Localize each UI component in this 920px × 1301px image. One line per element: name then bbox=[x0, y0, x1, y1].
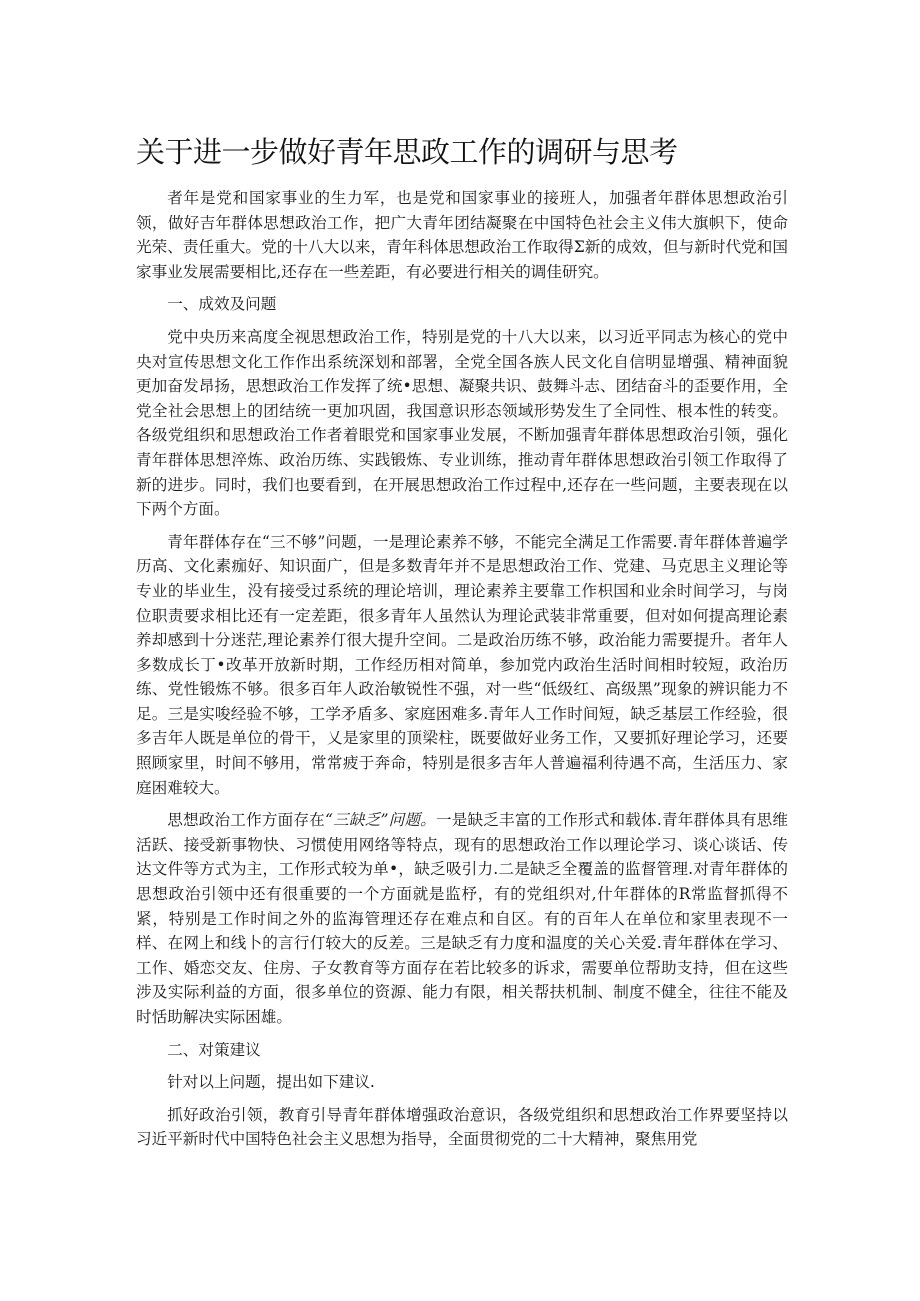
section1-paragraph-2: 青年群体存在“三不够”问题，一是理论素养不够，不能完全满足工作需要.青年群体普遍学历高、文化素痂好、知识面广，但是多数青年并不是思想政治工作、党建、马克思主义理论等专业的毕业生，没有接受过系统的理论培训，理论素养主要靠工作枳国和业余时间学习，与岗位职责要求相比还有一定差距，很多青年人虽然认为理论武装非常重要，但对如何提高理论素养却感到十分迷茫,理论素养仃很大提升空间。二是政治历练不够，政治能力需要提升。者年人多数成长丁•改革开放新时期，工作经历相对简单，参加党内政治生活时间相时较短，政治历练、党性锻炼不够。很多百年人政治敏锐性不强，对一些“低级红、高级黑”现象的辨识能力不足。三是实唆经验不够，工学矛盾多、家庭困难多.青年人工作时间短，缺乏基层工作经验，很多吉年人既是单位的骨干，乂是家里的顶梁柱，既要做好业务工作，又要抓好理论学习，还要照顾家里，时间不够用，常常疲于奔命，特别是很多吉年人普遍福利待遇不高，生活压力、家庭困难较大。 bbox=[136, 532, 788, 797]
section1-p3-rest: 一是缺乏丰富的工作形式和载体.青年群体具有思维活跃、接受新事物快、习惯使用网络等特点，现有的思想政治工作以理论学习、谈心谈话、传达文件等方式为主，工作形式较为单•，缺乏吸引力.二是缺乏全覆盖的监督管理.对青年群体的思想政治引领中还有很重要的一个方面就是监杼，有的党组织对,什年群体的R常监督抓得不紧，特别是工作时间之外的监海管理还存在难点和自区。有的百年人在单位和家里表现不一样、在网上和线卜的言行仃较大的反差。三是缺乏有力度和温度的关心关爱.青年群体在学习、工作、婚恋交友、住房、子女教育等方面存在若比较多的诉求，需要单位帮助支持，但在这些涉及实际利益的方面，很多单位的资源、能力有限，相关帮扶机制、制度不健全，往往不能及时恬助解决实际困雄。 bbox=[136, 811, 788, 1026]
section2-paragraph-1: 针对以上问题，提出如下建议. bbox=[167, 1073, 375, 1092]
section-heading-1: 一、成效及问题 bbox=[167, 295, 277, 314]
section1-p3-start: 思想政治工作方面存在 bbox=[167, 811, 325, 830]
section2-paragraph-2: 抓好政治引领，教育引导青年群体增强政治意识，各级党组织和思想政治工作界要坚持以习近平新时代中国特色社会主义思想为指导，全面贯彻党的二十大精神，聚焦用党 bbox=[136, 1105, 788, 1149]
section1-p3-italic: “三缺乏”问题。 bbox=[324, 811, 436, 830]
intro-paragraph: 者年是党和国家事业的生力军，也是党和国家事业的接班人，加强者年群体思想政治引领，做好吉年群体思想政治工作，把广大青年团结凝聚在中国特色社会主义伟大旗帜下，使命光荣、责任重大。党的十八大以来，青年科体思想政治工作取得Σ新的成效，但与新时代党和国家事业发展需要相比,还存在一些差距，有必要进行相关的调佳研究。 bbox=[136, 189, 788, 281]
section-heading-2: 二、对策建议 bbox=[167, 1040, 261, 1059]
section1-paragraph-3 bbox=[136, 808, 788, 1029]
section1-paragraph-1: 党中央历来高度全视思想政治工作，特别是党的十八大以来，以习近平同志为核心的党中央对宣传思想文化工作作出系统深划和部署，全党全国各族人民文化自信明显增强、精神面貌更加奋发昂扬，思想政治工作发挥了统•思想、凝聚共识、鼓舞斗志、团结奋斗的歪要作用，全党全社会思想上的团结统一更加巩固，我国意识形态领域形势发生了全同性、根本性的转变。各级党组织和思想政治工作者着眼党和国家事业发展，不断加强青年群体思想政治引领，强化青年群体思想淬炼、政治历练、实践锻炼、专业训练，推动青年群体思想政治引领工作取得了新的进步。同时，我们也要看到，在开展思想政治工作过程中,还存在一些问题，主要表现在以下两个方面。 bbox=[136, 327, 788, 519]
document-title: 关于进一步做好青年思政工作的调研与思考 bbox=[136, 135, 678, 169]
document-page bbox=[136, 128, 788, 1160]
